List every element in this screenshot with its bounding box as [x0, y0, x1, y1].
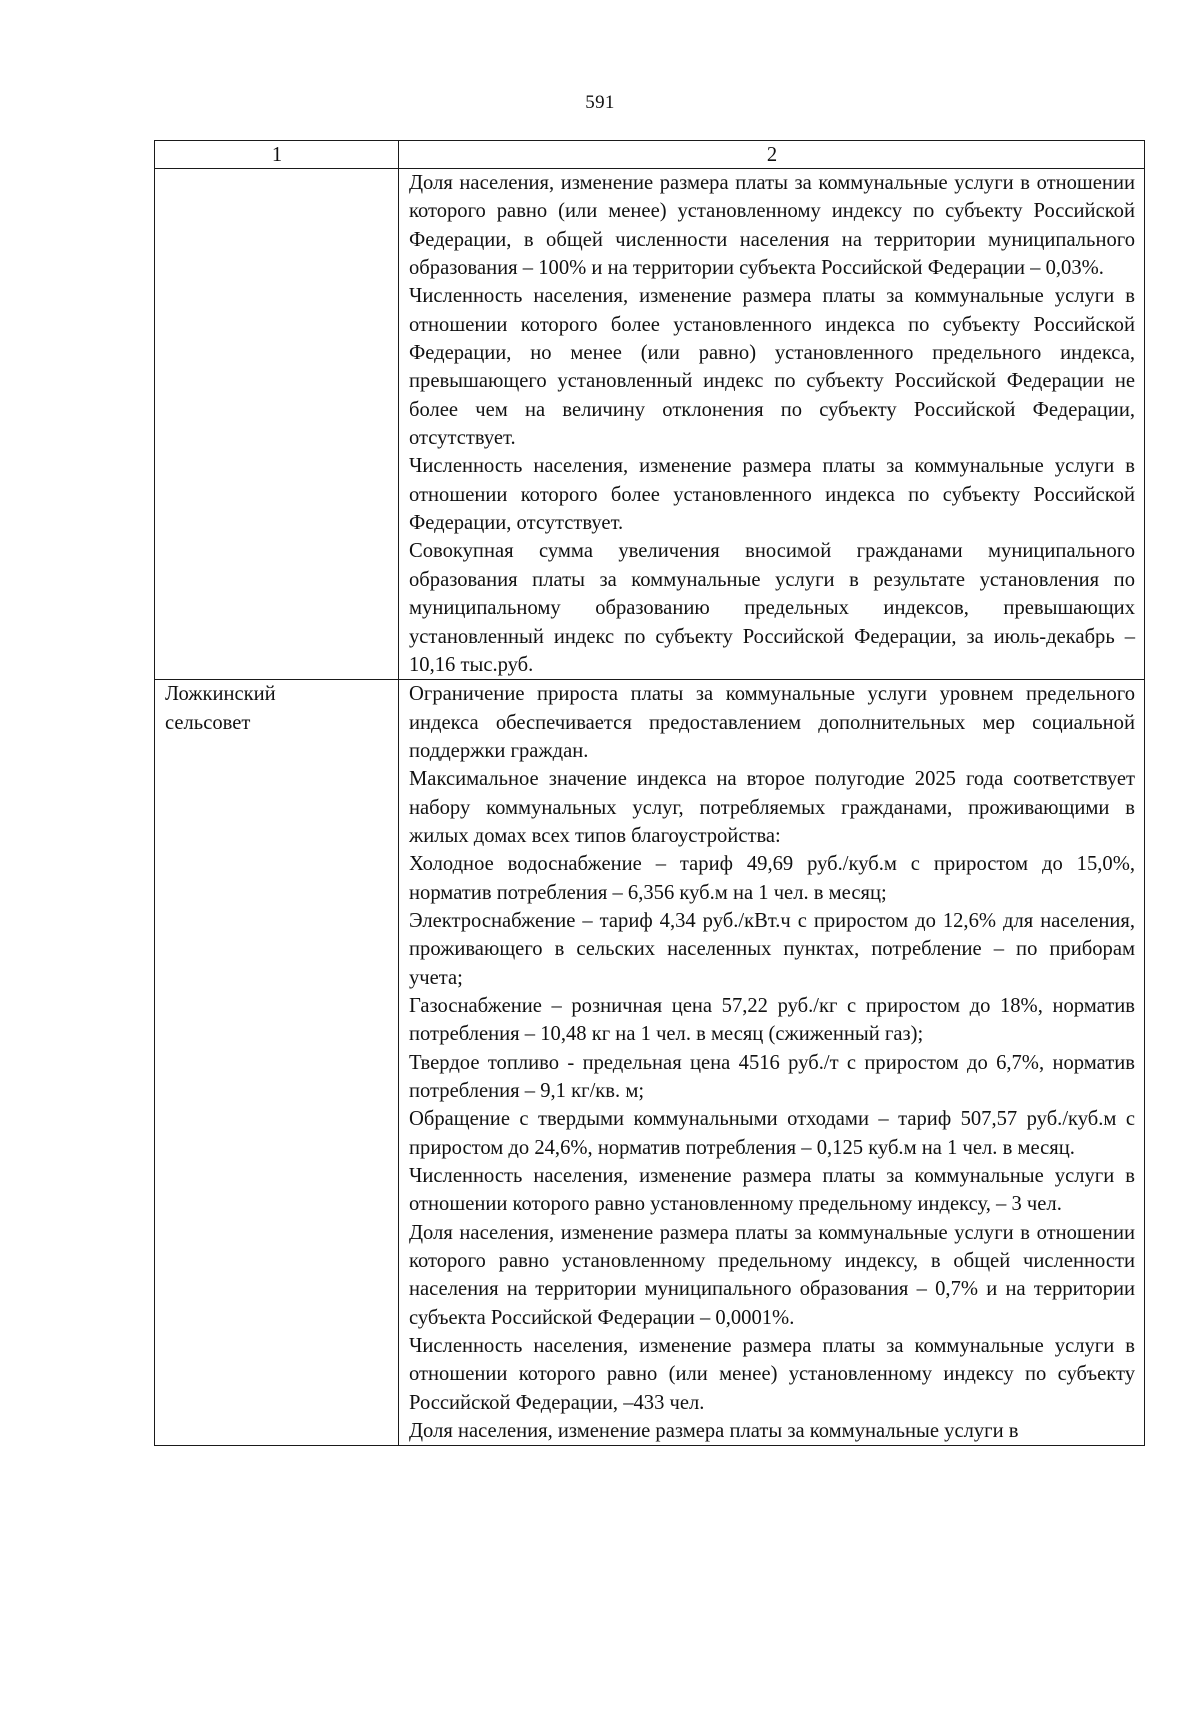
paragraph: Совокупная сумма увеличения вносимой гражданами муниципального образования платы за коммунальные услуги в результате установления по муниципальному образованию предельных индексов, превышающих установленный индекс по субъекту Российской Федерации, за июль-декабрь – 10,16 тыс.руб.	[409, 540, 1135, 676]
paragraph: Численность населения, изменение размера платы за коммунальные услуги в отношении которого более установленного индекса по субъекту Российской Федерации, отсутствует.	[409, 455, 1135, 535]
document-table	[154, 140, 1145, 1446]
table-row	[155, 169, 1145, 680]
table-row	[155, 680, 1145, 1446]
paragraph: Доля населения, изменение размера платы за коммунальные услуги в отношении которого равно (или менее) установленному индексу по субъекту Российской Федерации, в общей численности населения на территории муниципального образования – 100% и на территории субъекта Российской Федерации – 0,03%.	[409, 172, 1135, 280]
region-cell	[155, 169, 399, 680]
paragraph: Твердое топливо - предельная цена 4516 руб./т с приростом до 6,7%, норматив потребления – 9,1 кг/кв. м;	[409, 1051, 1135, 1102]
region-cell	[155, 680, 399, 1446]
paragraph: Ограничение прироста платы за коммунальные услуги уровнем предельного индекса обеспечивается предоставлением дополнительных мер социальной поддержки граждан.	[409, 683, 1135, 762]
paragraph: Доля населения, изменение размера платы за коммунальные услуги в	[409, 1420, 1019, 1443]
column-header-1: 1	[155, 141, 399, 169]
paragraph: Доля населения, изменение размера платы за коммунальные услуги в отношении которого равно установленному предельному индексу, в общей численности населения на территории муниципального образования – 0,7% и на территории субъекта Российской Федерации – 0,0001%.	[409, 1221, 1135, 1329]
paragraph: Газоснабжение – розничная цена 57,22 руб./кг с приростом до 18%, норматив потребления – 10,48 кг на 1 чел. в месяц (сжиженный газ);	[409, 994, 1135, 1046]
table-header-row	[155, 141, 1145, 169]
description-cell	[399, 169, 1145, 680]
paragraph: Обращение с твердыми коммунальными отходами – тариф 507,57 руб./куб.м с приростом до 24,6%, норматив потребления – 0,125 куб.м на 1 чел. в месяц.	[409, 1108, 1135, 1159]
paragraph: Максимальное значение индекса на второе полугодие 2025 года соответствует набору коммунальных услуг, потребляемых гражданами, проживающими в жилых домах всех типов благоустройства:	[409, 768, 1135, 847]
column-header-2: 2	[399, 141, 1145, 169]
region-name: Ложкинский сельсовет	[165, 683, 276, 734]
paragraph: Электроснабжение – тариф 4,34 руб./кВт.ч с приростом до 12,6% для населения, проживающего в сельских населенных пунктах, потребление – по приборам учета;	[409, 909, 1135, 989]
paragraph: Холодное водоснабжение – тариф 49,69 руб./куб.м с приростом до 15,0%, норматив потребления – 6,356 куб.м на 1 чел. в месяц;	[409, 853, 1135, 904]
paragraph: Численность населения, изменение размера платы за коммунальные услуги в отношении которого равно установленному предельному индексу, – 3 чел.	[409, 1165, 1135, 1216]
page-number: 591	[585, 92, 615, 113]
paragraph: Численность населения, изменение размера платы за коммунальные услуги в отношении которого более установленного индекса по субъекту Российской Федерации, но менее (или равно) установленного предельного индекса, превышающего установленный индекс по субъекту Российской Федерации не более чем на величину отклонения по субъекту Российской Федерации, отсутствует.	[409, 285, 1135, 450]
paragraph: Численность населения, изменение размера платы за коммунальные услуги в отношении которого равно (или менее) установленному индексу по субъекту Российской Федерации, –433 чел.	[409, 1335, 1135, 1414]
description-cell	[399, 680, 1145, 1446]
